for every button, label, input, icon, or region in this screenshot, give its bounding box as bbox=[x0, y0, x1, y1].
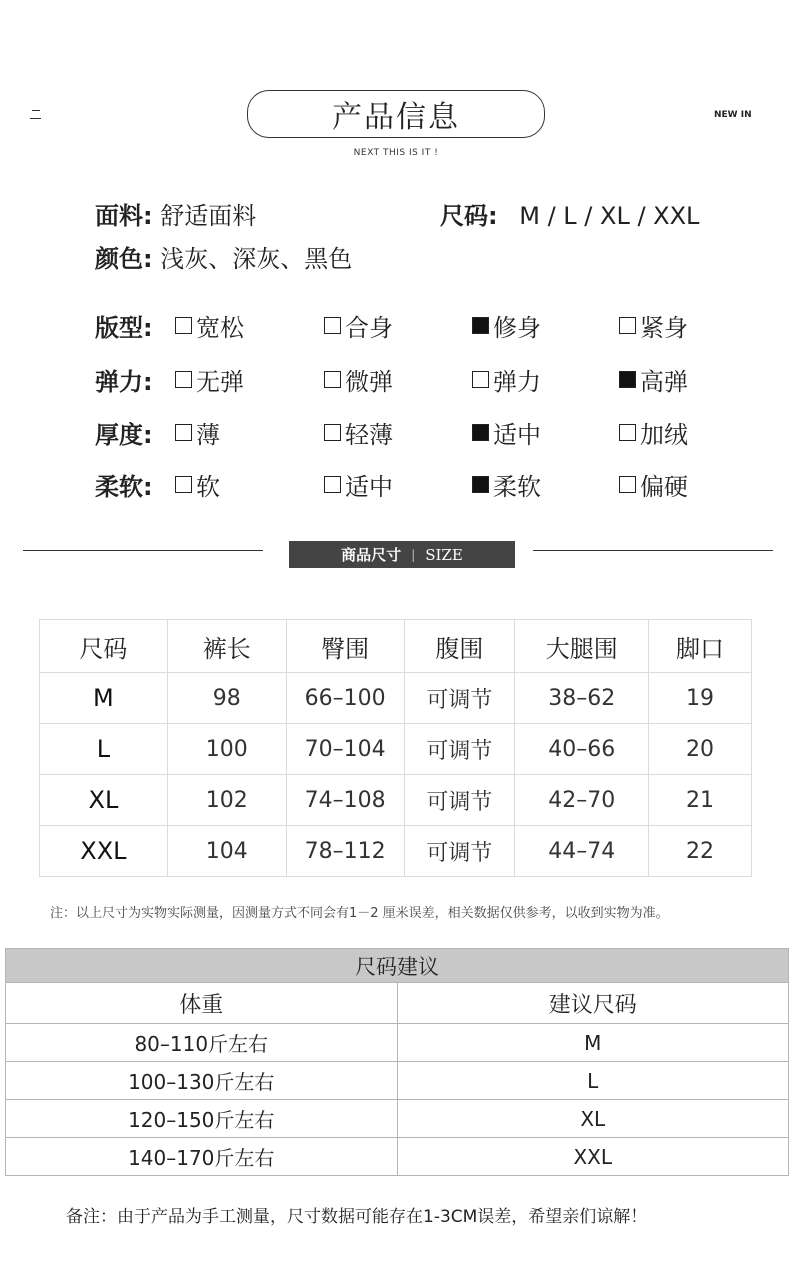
checkbox-icon bbox=[619, 424, 636, 441]
divider-left bbox=[23, 550, 263, 551]
checkbox-icon bbox=[324, 424, 341, 441]
attr-row-softness bbox=[95, 467, 715, 501]
table-row bbox=[40, 673, 752, 724]
table-row bbox=[40, 826, 752, 877]
table-header-cell: 脚口 bbox=[649, 620, 752, 673]
size-suggestion-table bbox=[5, 948, 789, 1176]
color-value: 浅灰、深灰、黑色 bbox=[160, 245, 353, 273]
remark-note: 备注：由于产品为手工测量，尺寸数据可能存在1-3CM误差，希望亲们谅解！ bbox=[66, 1207, 648, 1227]
table-cell: 102 bbox=[167, 775, 286, 826]
option-thin[interactable]: 薄 bbox=[175, 415, 220, 450]
table-cell: 22 bbox=[649, 826, 752, 877]
attr-row-elasticity bbox=[95, 362, 715, 396]
table-row bbox=[6, 1024, 789, 1062]
option-light[interactable]: 轻薄 bbox=[324, 415, 393, 450]
table-cell: 21 bbox=[649, 775, 752, 826]
attr-key: 版型: bbox=[95, 314, 153, 342]
menu-icon[interactable] bbox=[30, 110, 41, 120]
option-fleece[interactable]: 加绒 bbox=[619, 415, 688, 450]
checkbox-checked-icon bbox=[472, 424, 489, 441]
table-cell: M bbox=[40, 673, 168, 724]
option-moderate[interactable]: 适中 bbox=[324, 467, 393, 502]
banner-separator: | bbox=[411, 547, 416, 562]
table-cell: M bbox=[397, 1024, 789, 1062]
size-table bbox=[39, 619, 752, 877]
size-row bbox=[440, 196, 699, 231]
size-section-banner bbox=[289, 541, 515, 568]
option-very-soft[interactable]: 柔软 bbox=[472, 467, 541, 502]
size-label: 尺码: bbox=[440, 202, 498, 230]
color-row bbox=[95, 239, 352, 274]
table-cell: L bbox=[397, 1062, 789, 1100]
table-header-cell: 裤长 bbox=[167, 620, 286, 673]
option-stiff[interactable]: 偏硬 bbox=[619, 467, 688, 502]
table-cell: 66–100 bbox=[286, 673, 404, 724]
attr-key: 厚度: bbox=[95, 421, 153, 449]
attr-row-fit bbox=[95, 308, 715, 342]
option-soft[interactable]: 软 bbox=[175, 467, 220, 502]
table-row bbox=[6, 1138, 789, 1176]
suggestion-title-row bbox=[6, 949, 789, 983]
table-cell: 38–62 bbox=[515, 673, 649, 724]
table-cell: XL bbox=[40, 775, 168, 826]
table-cell: XXL bbox=[40, 826, 168, 877]
table-cell: 44–74 bbox=[515, 826, 649, 877]
table-cell: 可调节 bbox=[404, 673, 515, 724]
suggestion-header-row bbox=[6, 983, 789, 1024]
table-cell: 80–110斤左右 bbox=[6, 1024, 398, 1062]
checkbox-checked-icon bbox=[472, 476, 489, 493]
table-row bbox=[6, 1100, 789, 1138]
table-cell: 可调节 bbox=[404, 826, 515, 877]
fabric-label: 面料: bbox=[95, 202, 153, 230]
checkbox-checked-icon bbox=[472, 317, 489, 334]
checkbox-icon bbox=[324, 476, 341, 493]
checkbox-checked-icon bbox=[619, 371, 636, 388]
table-cell: 100–130斤左右 bbox=[6, 1062, 398, 1100]
table-cell: 40–66 bbox=[515, 724, 649, 775]
table-header-cell: 建议尺码 bbox=[397, 983, 789, 1024]
option-medium[interactable]: 适中 bbox=[472, 415, 541, 450]
checkbox-icon bbox=[324, 371, 341, 388]
checkbox-icon bbox=[472, 371, 489, 388]
measurement-note: 注：以上尺寸为实物实际测量，因测量方式不同会有1－2 厘米误差，相关数据仅供参考，以收到实物为准。 bbox=[50, 906, 669, 921]
table-row bbox=[6, 1062, 789, 1100]
table-cell: 98 bbox=[167, 673, 286, 724]
option-regular[interactable]: 合身 bbox=[324, 308, 393, 343]
fabric-row bbox=[95, 196, 256, 231]
option-slim[interactable]: 修身 bbox=[472, 308, 541, 343]
table-cell: 140–170斤左右 bbox=[6, 1138, 398, 1176]
fabric-value: 舒适面料 bbox=[160, 202, 257, 230]
table-cell: 70–104 bbox=[286, 724, 404, 775]
checkbox-icon bbox=[175, 424, 192, 441]
option-loose[interactable]: 宽松 bbox=[175, 308, 244, 343]
new-in-badge: NEW IN bbox=[714, 110, 752, 120]
table-cell: 100 bbox=[167, 724, 286, 775]
checkbox-icon bbox=[324, 317, 341, 334]
option-high-stretch[interactable]: 高弹 bbox=[619, 362, 688, 397]
table-header-cell: 腹围 bbox=[404, 620, 515, 673]
suggestion-title: 尺码建议 bbox=[6, 949, 789, 983]
table-cell: 104 bbox=[167, 826, 286, 877]
checkbox-icon bbox=[175, 476, 192, 493]
table-cell: 74–108 bbox=[286, 775, 404, 826]
attr-key: 弹力: bbox=[95, 368, 153, 396]
option-tight[interactable]: 紧身 bbox=[619, 308, 688, 343]
table-row bbox=[40, 775, 752, 826]
table-header-cell: 体重 bbox=[6, 983, 398, 1024]
table-cell: XL bbox=[397, 1100, 789, 1138]
table-header-cell: 大腿围 bbox=[515, 620, 649, 673]
checkbox-icon bbox=[619, 317, 636, 334]
option-slight-stretch[interactable]: 微弹 bbox=[324, 362, 393, 397]
option-no-stretch[interactable]: 无弹 bbox=[175, 362, 244, 397]
table-cell: XXL bbox=[397, 1138, 789, 1176]
checkbox-icon bbox=[619, 476, 636, 493]
table-cell: L bbox=[40, 724, 168, 775]
attr-key: 柔软: bbox=[95, 473, 153, 501]
table-cell: 19 bbox=[649, 673, 752, 724]
size-value: M / L / XL / XXL bbox=[519, 202, 700, 230]
color-label: 颜色: bbox=[95, 245, 153, 273]
divider-right bbox=[533, 550, 773, 551]
table-header-row bbox=[40, 620, 752, 673]
table-header-cell: 臀围 bbox=[286, 620, 404, 673]
page-title: 产品信息 bbox=[247, 90, 545, 138]
table-cell: 78–112 bbox=[286, 826, 404, 877]
table-cell: 120–150斤左右 bbox=[6, 1100, 398, 1138]
table-cell: 可调节 bbox=[404, 775, 515, 826]
checkbox-icon bbox=[175, 371, 192, 388]
size-section-title: 商品尺寸 bbox=[341, 546, 402, 564]
table-row bbox=[40, 724, 752, 775]
checkbox-icon bbox=[175, 317, 192, 334]
page-subtitle: NEXT THIS IS IT ! bbox=[353, 148, 439, 158]
attr-row-thickness bbox=[95, 415, 715, 449]
option-stretch[interactable]: 弹力 bbox=[472, 362, 541, 397]
table-header-cell: 尺码 bbox=[40, 620, 168, 673]
table-cell: 42–70 bbox=[515, 775, 649, 826]
table-cell: 可调节 bbox=[404, 724, 515, 775]
table-cell: 20 bbox=[649, 724, 752, 775]
size-section-title-en: SIZE bbox=[425, 545, 463, 564]
